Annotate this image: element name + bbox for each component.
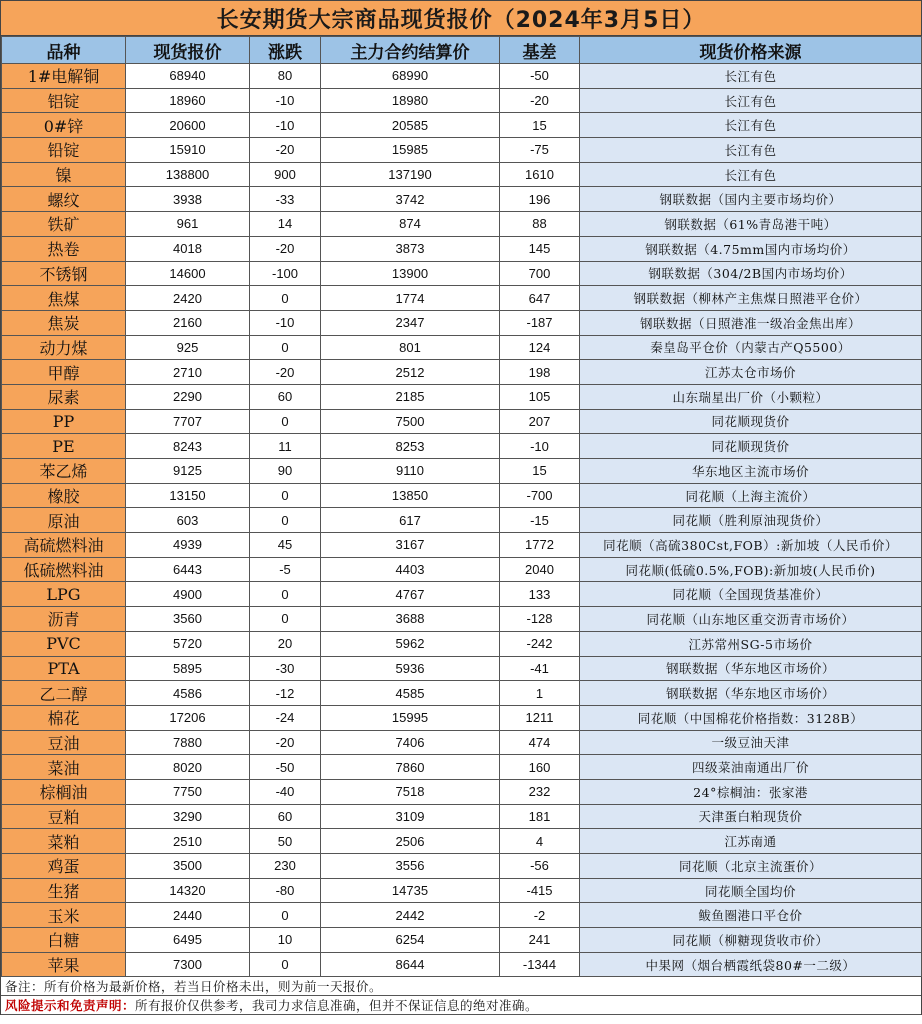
table-row: [2, 582, 922, 607]
table-row: [2, 779, 922, 804]
page-title: 长安期货大宗商品现货报价（2024年3月5日）: [1, 0, 921, 36]
table-row: [2, 88, 922, 113]
price-source-cell: 长江有色: [580, 138, 922, 163]
variety-cell: 高硫燃料油: [2, 533, 126, 558]
change-cell: 14: [250, 212, 321, 237]
basis-cell: 2040: [500, 557, 580, 582]
spot-price-cell: 2290: [126, 384, 250, 409]
footer-note-text: 备注：所有价格为最新价格，若当日价格未出，则为前一天报价。: [5, 979, 383, 995]
variety-cell: 铁矿: [2, 212, 126, 237]
price-source-cell: 天津蛋白粕现货价: [580, 804, 922, 829]
spot-price-cell: 7880: [126, 730, 250, 755]
settle-price-cell: 7406: [321, 730, 500, 755]
table-row: [2, 878, 922, 903]
price-source-cell: 钢联数据（华东地区市场价）: [580, 656, 922, 681]
footer-disclaimer: [1, 996, 921, 1015]
basis-cell: 15: [500, 459, 580, 484]
basis-cell: 241: [500, 928, 580, 953]
settle-price-cell: 14735: [321, 878, 500, 903]
spot-price-cell: 2710: [126, 360, 250, 385]
variety-cell: 1#电解铜: [2, 64, 126, 89]
col-header-basis: 基差: [500, 37, 580, 64]
spot-price-cell: 18960: [126, 88, 250, 113]
price-source-cell: 一级豆油天津: [580, 730, 922, 755]
price-source-cell: 钢联数据（4.75mm国内市场均价）: [580, 236, 922, 261]
change-cell: -24: [250, 705, 321, 730]
spot-price-cell: 7750: [126, 779, 250, 804]
variety-cell: PE: [2, 434, 126, 459]
variety-cell: 豆油: [2, 730, 126, 755]
basis-cell: 1211: [500, 705, 580, 730]
variety-cell: 棉花: [2, 705, 126, 730]
price-source-cell: 同花顺(低硫0.5%,FOB):新加坡(人民币价): [580, 557, 922, 582]
variety-cell: 菜油: [2, 755, 126, 780]
basis-cell: -56: [500, 854, 580, 879]
settle-price-cell: 2185: [321, 384, 500, 409]
table-row: [2, 409, 922, 434]
col-header-price-source: 现货价格来源: [580, 37, 922, 64]
footer-note: [1, 977, 921, 996]
disclaimer-label: 风险提示和免责声明：: [5, 998, 136, 1014]
price-source-cell: 同花顺（柳糖现货收市价）: [580, 928, 922, 953]
table-row: [2, 384, 922, 409]
change-cell: 60: [250, 804, 321, 829]
settle-price-cell: 3556: [321, 854, 500, 879]
settle-price-cell: 4403: [321, 557, 500, 582]
settle-price-cell: 2506: [321, 829, 500, 854]
variety-cell: 甲醇: [2, 360, 126, 385]
change-cell: -30: [250, 656, 321, 681]
price-source-cell: 钢联数据（柳林产主焦煤日照港平仓价）: [580, 286, 922, 311]
change-cell: 0: [250, 508, 321, 533]
price-table: [1, 36, 922, 977]
price-source-cell: 钢联数据（国内主要市场均价）: [580, 187, 922, 212]
basis-cell: 1: [500, 681, 580, 706]
spot-price-cell: 8020: [126, 755, 250, 780]
settle-price-cell: 4767: [321, 582, 500, 607]
table-row: [2, 459, 922, 484]
settle-price-cell: 137190: [321, 162, 500, 187]
variety-cell: 铝锭: [2, 88, 126, 113]
variety-cell: 不锈钢: [2, 261, 126, 286]
price-source-cell: 长江有色: [580, 162, 922, 187]
spot-price-cell: 2160: [126, 310, 250, 335]
basis-cell: -15: [500, 508, 580, 533]
basis-cell: 105: [500, 384, 580, 409]
table-row: [2, 261, 922, 286]
spot-price-cell: 17206: [126, 705, 250, 730]
change-cell: 80: [250, 64, 321, 89]
variety-cell: 苹果: [2, 952, 126, 977]
spot-price-cell: 4939: [126, 533, 250, 558]
variety-cell: 焦炭: [2, 310, 126, 335]
price-source-cell: 同花顺（北京主流蛋价）: [580, 854, 922, 879]
basis-cell: 474: [500, 730, 580, 755]
variety-cell: 白糖: [2, 928, 126, 953]
spot-price-cell: 9125: [126, 459, 250, 484]
price-source-cell: 同花顺现货价: [580, 434, 922, 459]
basis-cell: 124: [500, 335, 580, 360]
variety-cell: PVC: [2, 631, 126, 656]
col-header-variety: 品种: [2, 37, 126, 64]
change-cell: 60: [250, 384, 321, 409]
basis-cell: 196: [500, 187, 580, 212]
spot-price-cell: 2420: [126, 286, 250, 311]
basis-cell: 160: [500, 755, 580, 780]
spot-price-cell: 3290: [126, 804, 250, 829]
change-cell: -33: [250, 187, 321, 212]
spot-price-cell: 3560: [126, 607, 250, 632]
settle-price-cell: 9110: [321, 459, 500, 484]
change-cell: -20: [250, 138, 321, 163]
price-source-cell: 江苏常州SG-5市场价: [580, 631, 922, 656]
table-row: [2, 113, 922, 138]
price-source-cell: 钢联数据（日照港准一级冶金焦出库）: [580, 310, 922, 335]
change-cell: -50: [250, 755, 321, 780]
table-row: [2, 557, 922, 582]
basis-cell: 181: [500, 804, 580, 829]
settle-price-cell: 3167: [321, 533, 500, 558]
table-row: [2, 705, 922, 730]
variety-cell: 螺纹: [2, 187, 126, 212]
settle-price-cell: 7500: [321, 409, 500, 434]
price-source-cell: 山东瑞星出厂价（小颗粒）: [580, 384, 922, 409]
table-row: [2, 64, 922, 89]
change-cell: 11: [250, 434, 321, 459]
price-source-cell: 24°棕榈油：张家港: [580, 779, 922, 804]
settle-price-cell: 5962: [321, 631, 500, 656]
price-source-cell: 钢联数据（华东地区市场价）: [580, 681, 922, 706]
change-cell: 0: [250, 582, 321, 607]
variety-cell: 热卷: [2, 236, 126, 261]
variety-cell: 玉米: [2, 903, 126, 928]
settle-price-cell: 617: [321, 508, 500, 533]
change-cell: -80: [250, 878, 321, 903]
basis-cell: 700: [500, 261, 580, 286]
spot-price-cell: 68940: [126, 64, 250, 89]
settle-price-cell: 68990: [321, 64, 500, 89]
change-cell: -20: [250, 360, 321, 385]
price-source-cell: 长江有色: [580, 113, 922, 138]
change-cell: 20: [250, 631, 321, 656]
col-header-change: 涨跌: [250, 37, 321, 64]
price-source-cell: 同花顺全国均价: [580, 878, 922, 903]
variety-cell: LPG: [2, 582, 126, 607]
table-row: [2, 730, 922, 755]
variety-cell: 镍: [2, 162, 126, 187]
settle-price-cell: 13900: [321, 261, 500, 286]
spot-price-cell: 7300: [126, 952, 250, 977]
table-row: [2, 138, 922, 163]
table-row: [2, 483, 922, 508]
variety-cell: PP: [2, 409, 126, 434]
spot-price-cell: 8243: [126, 434, 250, 459]
variety-cell: 生猪: [2, 878, 126, 903]
settle-price-cell: 8644: [321, 952, 500, 977]
change-cell: -10: [250, 113, 321, 138]
spot-price-cell: 138800: [126, 162, 250, 187]
spot-price-cell: 5895: [126, 656, 250, 681]
basis-cell: 133: [500, 582, 580, 607]
settle-price-cell: 6254: [321, 928, 500, 953]
spot-price-cell: 14320: [126, 878, 250, 903]
change-cell: 0: [250, 903, 321, 928]
table-row: [2, 607, 922, 632]
change-cell: -5: [250, 557, 321, 582]
change-cell: 0: [250, 286, 321, 311]
price-source-cell: 钢联数据（304/2B国内市场均价）: [580, 261, 922, 286]
settle-price-cell: 801: [321, 335, 500, 360]
table-row: [2, 854, 922, 879]
variety-cell: 低硫燃料油: [2, 557, 126, 582]
spot-price-cell: 7707: [126, 409, 250, 434]
spot-price-cell: 6495: [126, 928, 250, 953]
change-cell: 230: [250, 854, 321, 879]
spot-price-cell: 4586: [126, 681, 250, 706]
basis-cell: -20: [500, 88, 580, 113]
settle-price-cell: 7860: [321, 755, 500, 780]
table-row: [2, 236, 922, 261]
variety-cell: PTA: [2, 656, 126, 681]
basis-cell: 232: [500, 779, 580, 804]
settle-price-cell: 20585: [321, 113, 500, 138]
spot-price-cell: 6443: [126, 557, 250, 582]
basis-cell: -50: [500, 64, 580, 89]
spot-price-cell: 4018: [126, 236, 250, 261]
change-cell: -10: [250, 88, 321, 113]
variety-cell: 动力煤: [2, 335, 126, 360]
price-source-cell: 中果网（烟台栖霞纸袋80#一二级）: [580, 952, 922, 977]
settle-price-cell: 2512: [321, 360, 500, 385]
price-source-cell: 同花顺（山东地区重交沥青市场价）: [580, 607, 922, 632]
table-row: [2, 187, 922, 212]
settle-price-cell: 2442: [321, 903, 500, 928]
price-source-cell: 钢联数据（61%青岛港干吨）: [580, 212, 922, 237]
basis-cell: 198: [500, 360, 580, 385]
spot-price-cell: 3938: [126, 187, 250, 212]
settle-price-cell: 3742: [321, 187, 500, 212]
variety-cell: 橡胶: [2, 483, 126, 508]
table-row: [2, 434, 922, 459]
change-cell: 45: [250, 533, 321, 558]
settle-price-cell: 3688: [321, 607, 500, 632]
spot-price-cell: 4900: [126, 582, 250, 607]
price-source-cell: 秦皇岛平仓价（内蒙古产Q5500）: [580, 335, 922, 360]
table-row: [2, 508, 922, 533]
basis-cell: -41: [500, 656, 580, 681]
basis-cell: -75: [500, 138, 580, 163]
price-source-cell: 同花顺现货价: [580, 409, 922, 434]
settle-price-cell: 8253: [321, 434, 500, 459]
settle-price-cell: 4585: [321, 681, 500, 706]
spot-price-cell: 3500: [126, 854, 250, 879]
table-row: [2, 335, 922, 360]
basis-cell: -10: [500, 434, 580, 459]
variety-cell: 豆粕: [2, 804, 126, 829]
basis-cell: -187: [500, 310, 580, 335]
change-cell: 10: [250, 928, 321, 953]
price-source-cell: 华东地区主流市场价: [580, 459, 922, 484]
variety-cell: 鸡蛋: [2, 854, 126, 879]
basis-cell: -700: [500, 483, 580, 508]
table-row: [2, 162, 922, 187]
basis-cell: -128: [500, 607, 580, 632]
change-cell: -20: [250, 730, 321, 755]
table-row: [2, 681, 922, 706]
change-cell: 0: [250, 335, 321, 360]
settle-price-cell: 15985: [321, 138, 500, 163]
variety-cell: 菜粕: [2, 829, 126, 854]
table-row: [2, 903, 922, 928]
table-row: [2, 656, 922, 681]
settle-price-cell: 15995: [321, 705, 500, 730]
spot-price-cell: 5720: [126, 631, 250, 656]
basis-cell: 15: [500, 113, 580, 138]
change-cell: 0: [250, 483, 321, 508]
change-cell: -20: [250, 236, 321, 261]
variety-cell: 尿素: [2, 384, 126, 409]
price-source-cell: 同花顺（中国棉花价格指数：3128B）: [580, 705, 922, 730]
table-row: [2, 360, 922, 385]
change-cell: -10: [250, 310, 321, 335]
basis-cell: -1344: [500, 952, 580, 977]
variety-cell: 焦煤: [2, 286, 126, 311]
change-cell: -12: [250, 681, 321, 706]
variety-cell: 苯乙烯: [2, 459, 126, 484]
spot-price-cell: 20600: [126, 113, 250, 138]
table-row: [2, 928, 922, 953]
spot-price-cell: 14600: [126, 261, 250, 286]
basis-cell: -415: [500, 878, 580, 903]
disclaimer-text: 所有报价仅供参考，我司力求信息准确，但并不保证信息的绝对准确。: [135, 998, 539, 1014]
basis-cell: -2: [500, 903, 580, 928]
variety-cell: 乙二醇: [2, 681, 126, 706]
basis-cell: -242: [500, 631, 580, 656]
settle-price-cell: 3873: [321, 236, 500, 261]
basis-cell: 145: [500, 236, 580, 261]
basis-cell: 88: [500, 212, 580, 237]
price-source-cell: 鲅鱼圈港口平仓价: [580, 903, 922, 928]
price-source-cell: 江苏太仓市场价: [580, 360, 922, 385]
settle-price-cell: 3109: [321, 804, 500, 829]
change-cell: 50: [250, 829, 321, 854]
settle-price-cell: 13850: [321, 483, 500, 508]
price-source-cell: 同花顺（胜利原油现货价）: [580, 508, 922, 533]
table-row: [2, 829, 922, 854]
table-row: [2, 804, 922, 829]
settle-price-cell: 874: [321, 212, 500, 237]
spot-price-cell: 13150: [126, 483, 250, 508]
variety-cell: 沥青: [2, 607, 126, 632]
variety-cell: 0#锌: [2, 113, 126, 138]
price-source-cell: 长江有色: [580, 88, 922, 113]
table-header-row: [2, 37, 922, 64]
change-cell: 0: [250, 409, 321, 434]
table-row: [2, 533, 922, 558]
change-cell: 900: [250, 162, 321, 187]
variety-cell: 铅锭: [2, 138, 126, 163]
spot-price-cell: 961: [126, 212, 250, 237]
price-source-cell: 江苏南通: [580, 829, 922, 854]
table-row: [2, 952, 922, 977]
spot-price-cell: 2510: [126, 829, 250, 854]
change-cell: 0: [250, 952, 321, 977]
table-row: [2, 286, 922, 311]
variety-cell: 原油: [2, 508, 126, 533]
change-cell: 0: [250, 607, 321, 632]
price-source-cell: 长江有色: [580, 64, 922, 89]
basis-cell: 207: [500, 409, 580, 434]
basis-cell: 1610: [500, 162, 580, 187]
table-row: [2, 310, 922, 335]
price-source-cell: 同花顺（上海主流价）: [580, 483, 922, 508]
table-row: [2, 212, 922, 237]
col-header-settle-price: 主力合约结算价: [321, 37, 500, 64]
spot-price-cell: 603: [126, 508, 250, 533]
basis-cell: 647: [500, 286, 580, 311]
price-source-cell: 同花顺（高硫380Cst,FOB）:新加坡（人民币价）: [580, 533, 922, 558]
table-row: [2, 755, 922, 780]
settle-price-cell: 18980: [321, 88, 500, 113]
spot-price-cell: 15910: [126, 138, 250, 163]
change-cell: -40: [250, 779, 321, 804]
variety-cell: 棕榈油: [2, 779, 126, 804]
settle-price-cell: 1774: [321, 286, 500, 311]
basis-cell: 1772: [500, 533, 580, 558]
spot-price-cell: 925: [126, 335, 250, 360]
basis-cell: 4: [500, 829, 580, 854]
spot-price-cell: 2440: [126, 903, 250, 928]
table-row: [2, 631, 922, 656]
col-header-spot-price: 现货报价: [126, 37, 250, 64]
settle-price-cell: 2347: [321, 310, 500, 335]
change-cell: -100: [250, 261, 321, 286]
change-cell: 90: [250, 459, 321, 484]
settle-price-cell: 5936: [321, 656, 500, 681]
price-source-cell: 同花顺（全国现货基准价）: [580, 582, 922, 607]
settle-price-cell: 7518: [321, 779, 500, 804]
price-source-cell: 四级菜油南通出厂价: [580, 755, 922, 780]
